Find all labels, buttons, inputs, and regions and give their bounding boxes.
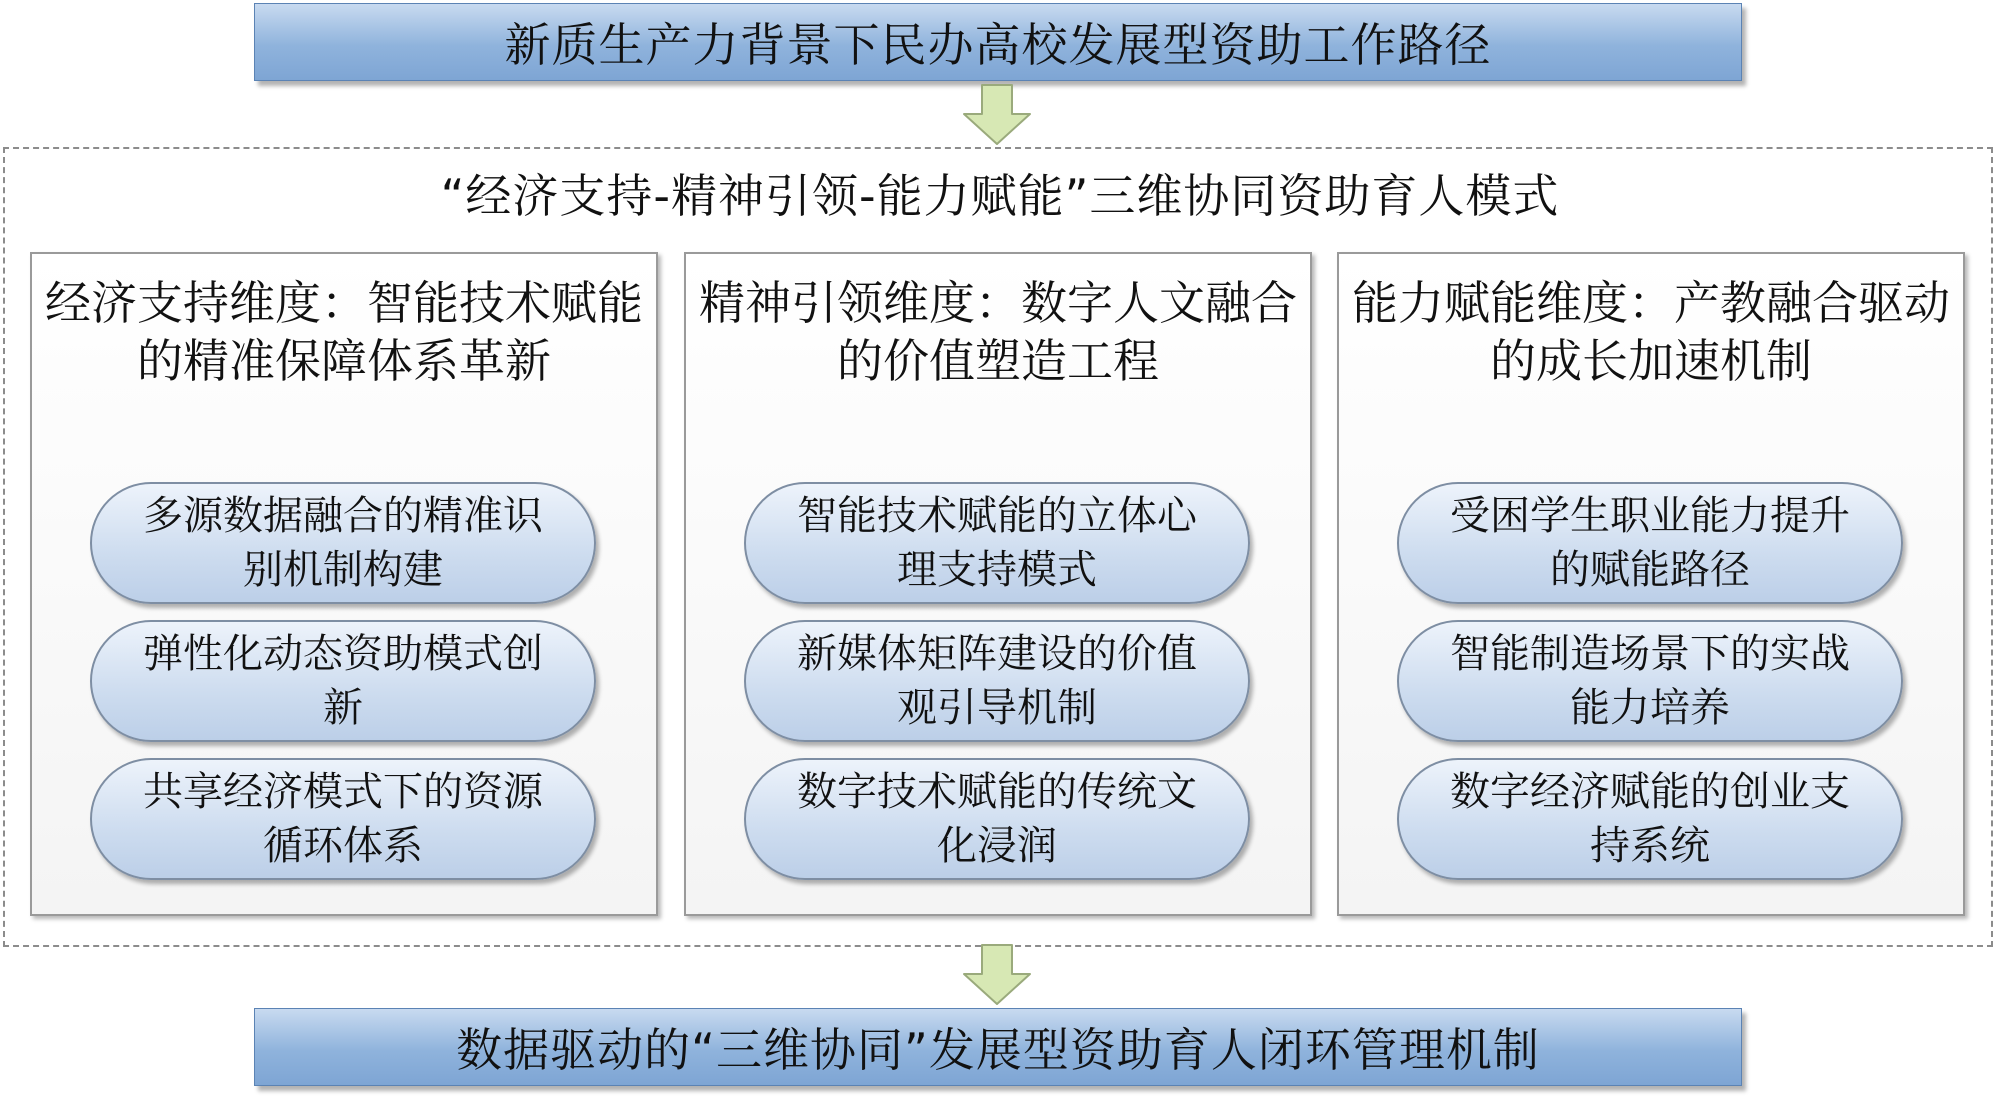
down-arrow-icon (962, 84, 1032, 146)
dimension-panel-spiritual (684, 252, 1312, 916)
dimension-item: 数字技术赋能的传统文化浸润 (744, 758, 1250, 880)
dimension-heading: 经济支持维度：智能技术赋能的精准保障体系革新 (45, 276, 643, 388)
dimension-item: 弹性化动态资助模式创新 (90, 620, 596, 742)
dimension-item: 数字经济赋能的创业支持系统 (1397, 758, 1903, 880)
dimension-heading: 能力赋能维度：产教融合驱动的成长加速机制 (1352, 276, 1950, 388)
dimension-item: 多源数据融合的精准识别机制构建 (90, 482, 596, 604)
dimension-item: 受困学生职业能力提升的赋能路径 (1397, 482, 1903, 604)
top-title-text: 新质生产力背景下民办高校发展型资助工作路径 (504, 18, 1492, 72)
dimension-item: 智能技术赋能的立体心理支持模式 (744, 482, 1250, 604)
dimension-heading: 精神引领维度：数字人文融合的价值塑造工程 (699, 276, 1297, 388)
dimension-item: 新媒体矩阵建设的价值观引导机制 (744, 620, 1250, 742)
down-arrow-icon (962, 944, 1032, 1006)
dimension-item: 智能制造场景下的实战能力培养 (1397, 620, 1903, 742)
top-title-bar (254, 3, 1742, 81)
dimension-panel-economic (30, 252, 658, 916)
model-title: “经济支持-精神引领-能力赋能”三维协同资助育人模式 (440, 169, 1560, 223)
bottom-title-text: 数据驱动的“三维协同”发展型资助育人闭环管理机制 (456, 1023, 1540, 1077)
bottom-title-bar (254, 1008, 1742, 1086)
dimension-panel-capability (1337, 252, 1965, 916)
dimension-item: 共享经济模式下的资源循环体系 (90, 758, 596, 880)
